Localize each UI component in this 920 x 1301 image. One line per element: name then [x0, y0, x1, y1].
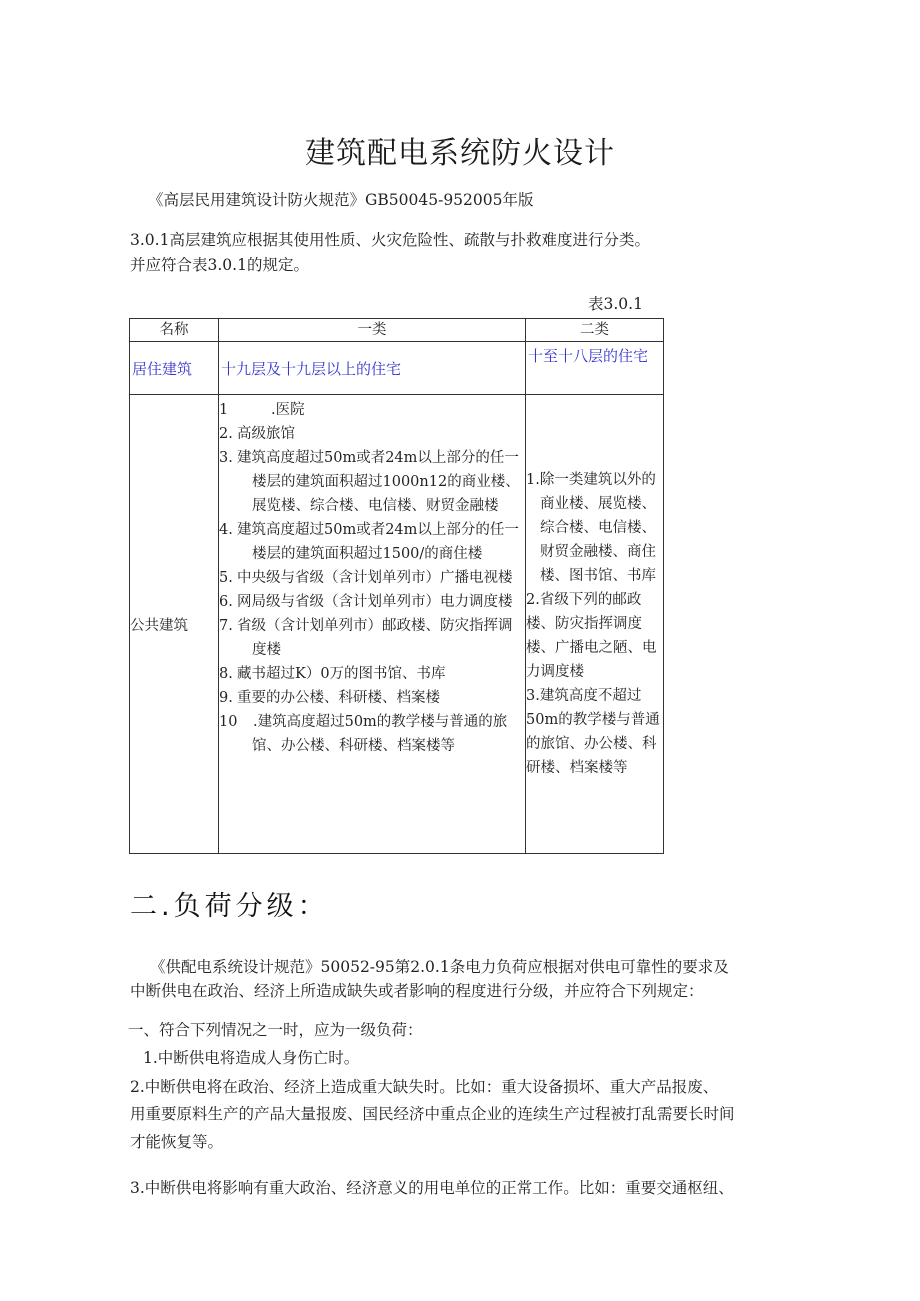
list-item: 2.省级下列的邮政楼、防灾指挥调度楼、广播电之陋、电力调度楼	[526, 592, 657, 680]
list-item: 1.除一类建筑以外的商业楼、展览楼、综合楼、电信楼、财贸金融楼、商住楼、图书馆、书库	[526, 472, 656, 584]
section-heading: 二.负荷分级：	[130, 891, 329, 922]
condition-item-1: 1.中断供电将造成人身伤亡时。	[143, 1049, 360, 1067]
table-header-row	[130, 319, 664, 342]
header-class-1: 一类	[219, 319, 526, 342]
condition-item-2-line-1: 2.中断供电将在政治、经济上造成重大缺失时。比如：重大设备损坏、重大产品报废、	[130, 1078, 719, 1096]
condition-item-3: 3.中断供电将影响有重大政治、经济意义的用电单位的正常工作。比如：重要交通枢纽、	[130, 1179, 734, 1197]
clause-text-line-1: 3.0.1高层建筑应根据其使用性质、火灾危险性、疏散与扑救难度进行分类。	[130, 231, 650, 249]
header-name: 名称	[130, 319, 219, 342]
table-row-public	[130, 395, 664, 854]
list-item: 3. 建筑高度超过50m或者24m以上部分的任一楼层的建筑面积超过1000n12的商业楼、展览楼、综合楼、电信楼、财贸金融楼	[219, 450, 520, 514]
standard-reference: 《高层民用建筑设计防火规范》GB50045-952005年版	[148, 191, 534, 209]
cell-public-name: 公共建筑	[130, 395, 219, 854]
cell-public-class-1	[219, 395, 526, 854]
list-item: 8. 藏书超过K）0万的图书馆、书库	[219, 666, 446, 682]
cell-public-class-2	[526, 395, 664, 854]
table-caption: 表3.0.1	[588, 295, 643, 313]
page-title: 建筑配电系统防火设计	[305, 136, 615, 171]
condition-item-2-line-3: 才能恢复等。	[130, 1133, 224, 1151]
cell-residential-name: 居住建筑	[130, 342, 219, 395]
list-item: 3.建筑高度不超过50m的教学楼与普通的旅馆、办公楼、科研楼、档案楼等	[526, 688, 660, 776]
list-item: 6. 网局级与省级（含计划单列市）电力调度楼	[219, 594, 513, 610]
list-item: 9. 重要的办公楼、科研楼、档案楼	[219, 690, 440, 706]
clause-text-line-2: 并应符合表3.0.1的规定。	[130, 256, 309, 274]
condition-intro: 一、符合下列情况之一时，应为一级负荷：	[128, 1021, 423, 1039]
list-item: 2. 高级旅馆	[219, 426, 295, 442]
condition-item-2-line-2: 用重要原料生产的产品大量报废、国民经济中重点企业的连续生产过程被打乱需要长时间	[130, 1105, 735, 1123]
list-item: 5. 中央级与省级（含计划单列市）广播电视楼	[219, 570, 513, 586]
standard-text-line-2: 中断供电在政治、经济上所造成缺失或者影响的程度进行分级，并应符合下列规定：	[130, 982, 704, 1000]
table-row-residential	[130, 342, 664, 395]
list-item: 1 .医院	[219, 402, 305, 418]
list-item: 10 .建筑高度超过50m的教学楼与普通的旅馆、办公楼、科研楼、档案楼等	[219, 714, 508, 754]
classification-table	[129, 318, 664, 854]
header-class-2: 二类	[526, 319, 664, 342]
list-item: 4. 建筑高度超过50m或者24m以上部分的任一楼层的建筑面积超过1500/的商住楼	[219, 522, 519, 562]
standard-text-line-1: 《供配电系统设计规范》50052-95第2.0.1条电力负荷应根据对供电可靠性的要求及	[150, 958, 729, 976]
list-item: 7. 省级（含计划单列市）邮政楼、防灾指挥调度楼	[219, 618, 513, 658]
cell-residential-class-1: 十九层及十九层以上的住宅	[219, 342, 526, 395]
cell-residential-class-2: 十至十八层的住宅	[526, 342, 664, 395]
